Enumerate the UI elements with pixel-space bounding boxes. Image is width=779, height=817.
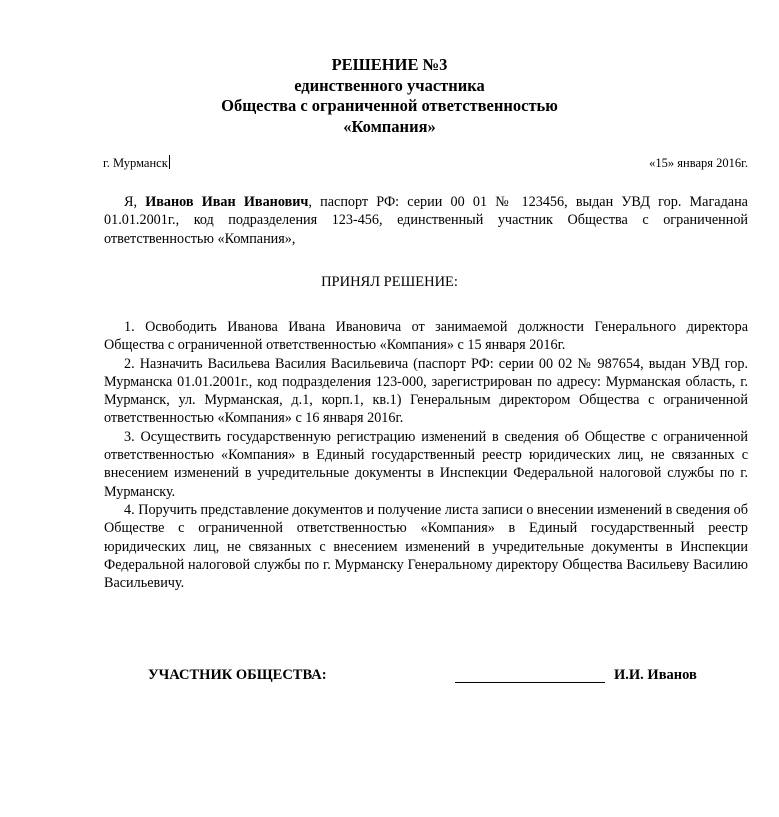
document-title xyxy=(0,55,779,137)
city-block[interactable] xyxy=(103,155,170,171)
title-line-decision-number: РЕШЕНИЕ №3 xyxy=(331,55,448,74)
document-date: «15» января 2016г. xyxy=(649,156,748,170)
decision-items-list xyxy=(104,318,748,592)
signature-line xyxy=(455,682,605,683)
decision-item-2: 2. Назначить Васильева Василия Васильевича (паспорт РФ: серии 00 02 № 987654, выдан УВД гор. Мурманска 01.01.2001г., код подразделения 123-000, зарегистрирован по адресу: Мурманская область, г. Мурманск, ул. Мурманская, д.1, корп.1, кв.1) Генеральным директором Общества с ограниченной ответственностью «Компания» с 16 января 2016г. xyxy=(104,355,748,427)
participant-name: Иванов Иван Иванович xyxy=(145,194,309,210)
decision-item-1: 1. Освободить Иванова Ивана Ивановича от занимаемой должности Генерального директора Общества с ограниченной ответственностью «Компания» с 15 января 2016г. xyxy=(104,319,748,354)
decision-item-3: 3. Осуществить государственную регистрацию изменений в сведения об Обществе с ограниченной ответственностью «Компания» в Единый государственный реестр юридических лиц, не связанных с внесением изменений в учредительные документы в Инспекции Федеральной налоговой службы по г. Мурманску. xyxy=(104,428,748,500)
intro-paragraph xyxy=(104,193,748,248)
decision-heading: ПРИНЯЛ РЕШЕНИЕ: xyxy=(321,274,458,290)
title-line-company-type: Общества с ограниченной ответственностью xyxy=(221,96,558,115)
city-text: г. Мурманск xyxy=(103,156,168,170)
intro-prefix: Я, xyxy=(124,194,146,210)
decision-item-4: 4. Поручить представление документов и получение листа записи о внесении изменений в сведения об Обществе с ограниченной ответственностью «Компания» в Единый государственный реестр юридических лиц, не связанных с внесением изменений в учредительные документы в Инспекции Федеральной налоговой службы по г. Мурманску Генеральному директору Общества Васильеву Василию Васильевичу. xyxy=(104,501,748,592)
text-cursor xyxy=(169,155,170,169)
title-line-company-name: «Компания» xyxy=(343,116,436,136)
title-line-sole-participant: единственного участника xyxy=(294,75,485,95)
signature-label: УЧАСТНИК ОБЩЕСТВА: xyxy=(148,667,327,683)
signatory-name: И.И. Иванов xyxy=(614,667,697,683)
intro-details: , паспорт РФ: серии 00 01 № 123456, выдан УВД гор. Магадана 01.01.2001г., код подразделения 123-456, единственный участник Общества с ограниченной ответственностью «Компания», xyxy=(104,194,748,247)
